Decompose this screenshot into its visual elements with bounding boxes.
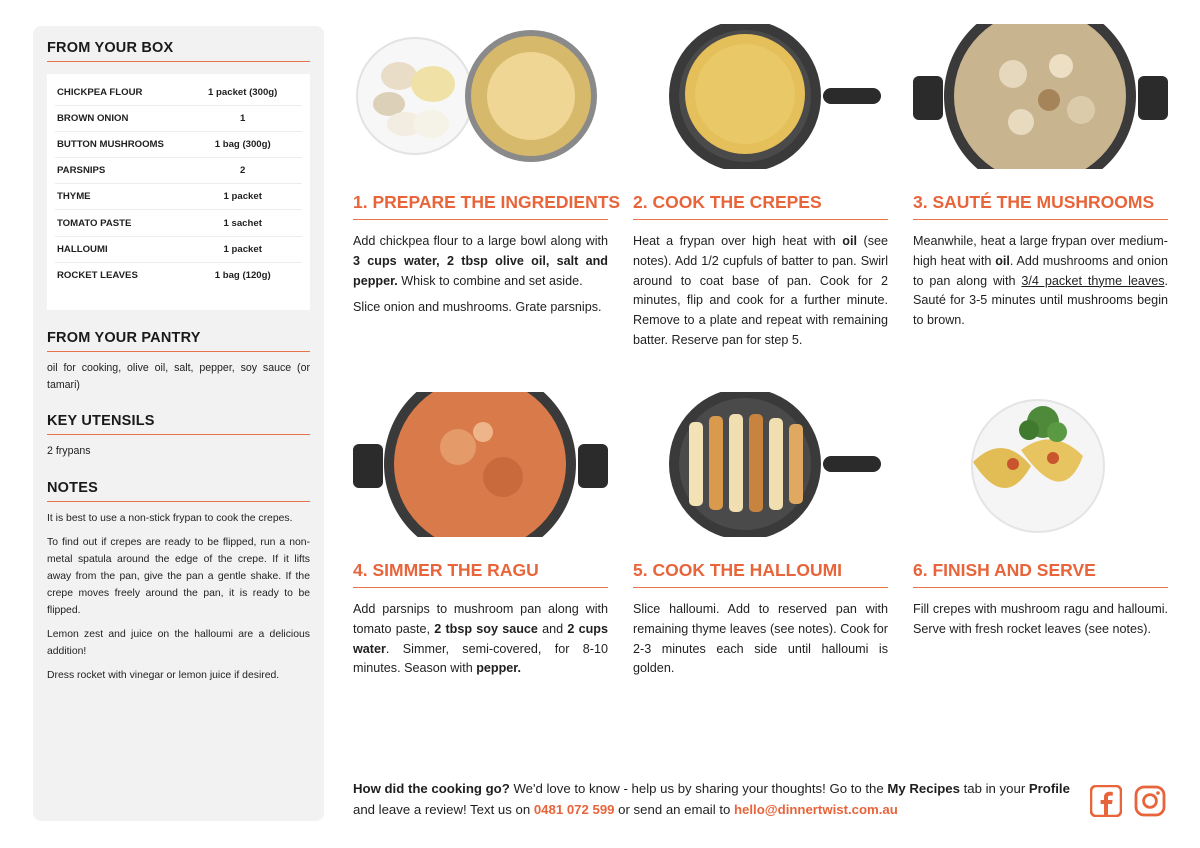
feedback-footer [353, 778, 1073, 820]
footer-my-recipes: My Recipes [887, 781, 960, 796]
ingredient-row [55, 237, 302, 263]
step-1 [353, 192, 621, 318]
ingredient-name: ROCKET LEAVES [57, 270, 138, 282]
step-text-part: . Add mushrooms and onion to pan along with [913, 253, 1168, 288]
ingredient-row [55, 132, 302, 158]
pantry-text: oil for cooking, olive oil, salt, pepper, soy sauce (or tamari) [47, 362, 310, 391]
step-2 [633, 192, 888, 351]
step-text-part: Add chickpea flour to a large bowl along with [353, 234, 608, 248]
ingredient-row [55, 263, 302, 289]
step-text-para: Slice halloumi. Add to reserved pan with remaining thyme leaves (see notes). Cook for 2-3 minutes each side until halloumi is golden. [633, 602, 888, 676]
step-text-part: Whisk to combine and set aside. [397, 273, 583, 288]
step-text [353, 232, 608, 318]
step-text [633, 232, 888, 351]
ingredient-qty: 2 [240, 165, 246, 177]
ingredient-qty: 1 packet (300g) [208, 87, 278, 99]
notes-heading: NOTES [47, 480, 310, 502]
note-item: Dress rocket with vinegar or lemon juice if desired. [47, 669, 280, 681]
notes-section [47, 480, 310, 684]
footer-text: or send an email to [614, 802, 734, 817]
footer-text: tab in your [959, 781, 1029, 796]
step-text-bold: oil [842, 234, 857, 248]
ingredient-row [55, 80, 302, 106]
utensils-heading: KEY UTENSILS [47, 413, 310, 435]
mushroom-pan-photo [913, 24, 1168, 169]
ingredients-sidebar [33, 26, 324, 821]
ingredient-name: BROWN ONION [57, 113, 129, 125]
step-title: 6. FINISH AND SERVE [913, 560, 1168, 588]
ingredient-row [55, 106, 302, 132]
step-5 [633, 560, 888, 679]
step-title: 5. COOK THE HALLOUMI [633, 560, 888, 588]
pantry-heading: FROM YOUR PANTRY [47, 330, 310, 352]
step-text-bold: 2 cups water [353, 621, 608, 656]
ragu-pan-photo [353, 392, 608, 537]
step-text [913, 600, 1168, 640]
utensils-section [47, 413, 310, 460]
step-title: 1. PREPARE THE INGREDIENTS [353, 192, 608, 220]
ingredient-name: TOMATO PASTE [57, 217, 132, 229]
step-text-bold: 3 cups water, 2 tbsp olive oil, salt and pepper. [353, 253, 608, 288]
instagram-icon[interactable] [1134, 785, 1166, 817]
step-text-part: Meanwhile, heat a large frypan over medium-high heat with [913, 234, 1168, 268]
facebook-icon[interactable] [1090, 785, 1122, 817]
step-4 [353, 560, 608, 679]
note-item: Lemon zest and juice on the halloumi are a delicious addition! [47, 628, 310, 657]
footer-profile: Profile [1028, 781, 1070, 796]
ingredient-name: PARSNIPS [57, 165, 106, 177]
step-text-para: Fill crepes with mushroom ragu and halloumi. Serve with fresh rocket leaves (see notes). [913, 602, 1168, 636]
step-text-underline: 3/4 packet thyme leaves [1021, 273, 1165, 288]
step-text-part: (see notes). Add 1/2 cupfuls of batter to pan. Swirl around to coat base of pan. Cook for 2 minutes, flip and cook for a further minute. Remove to a plate and repeat with remaining batter. Reserve pan for step 5. [633, 234, 888, 347]
step-text-para: Slice onion and mushrooms. Grate parsnips. [353, 300, 602, 315]
step-title: 3. SAUTÉ THE MUSHROOMS [913, 192, 1168, 220]
ingredient-qty: 1 packet [223, 191, 262, 203]
step-text-bold: 2 tbsp soy sauce [434, 621, 538, 636]
step-6 [913, 560, 1168, 640]
ingredient-row [55, 158, 302, 184]
footer-email-link[interactable]: hello@dinnertwist.com.au [734, 802, 898, 817]
ingredient-qty: 1 [240, 113, 246, 125]
finished-dish-photo [913, 392, 1168, 537]
step-title: 4. SIMMER THE RAGU [353, 560, 608, 588]
halloumi-pan-photo [633, 392, 888, 537]
step-text-part: Add parsnips to mushroom pan along with tomato paste, [353, 602, 608, 636]
ingredient-row [55, 210, 302, 236]
step-text [633, 600, 888, 679]
step-text-bold: oil [995, 253, 1010, 268]
footer-question: How did the cooking go? [353, 781, 510, 796]
ingredient-name: THYME [57, 191, 91, 203]
step-text-part: Heat a frypan over high heat with [633, 234, 843, 248]
step-text-bold: pepper. [476, 661, 521, 676]
step-text [913, 232, 1168, 331]
ingredient-qty: 1 sachet [223, 217, 262, 229]
note-item: It is best to use a non-stick frypan to cook the crepes. [47, 512, 293, 524]
ingredients-table [47, 74, 310, 310]
crepe-pan-photo [633, 24, 888, 169]
ingredient-name: HALLOUMI [57, 243, 108, 255]
step-text-part: . Sauté for 3-5 minutes until mushrooms begin to brown. [913, 273, 1168, 328]
footer-text: and leave a review! Text us on [353, 802, 534, 817]
step-3 [913, 192, 1168, 331]
step-title: 2. COOK THE CREPES [633, 192, 888, 220]
step-text-part: and [537, 621, 568, 636]
pantry-section [47, 330, 310, 393]
ingredient-qty: 1 packet [223, 243, 262, 255]
ingredient-qty: 1 bag (120g) [214, 270, 271, 282]
note-item: To find out if crepes are ready to be flipped, run a non-metal spatula around the edge of the crepe. If it lifts away from the pan, give the pan a gentle shake. If the crepe moves freely around the pan, it is ready to be flipped. [47, 536, 310, 616]
footer-phone-link[interactable]: 0481 072 599 [533, 802, 615, 817]
step-text [353, 600, 608, 679]
ingredient-qty: 1 bag (300g) [214, 139, 271, 151]
footer-text: We'd love to know - help us by sharing your thoughts! Go to the [509, 781, 888, 796]
ingredient-row [55, 184, 302, 210]
ingredient-name: CHICKPEA FLOUR [57, 87, 143, 99]
ingredients-photo [353, 24, 608, 169]
step-text-part: . Simmer, semi-covered, for 8-10 minutes. Season with [353, 641, 608, 676]
from-your-box-heading: FROM YOUR BOX [47, 40, 310, 62]
ingredient-name: BUTTON MUSHROOMS [57, 139, 164, 151]
utensils-text: 2 frypans [47, 445, 91, 457]
